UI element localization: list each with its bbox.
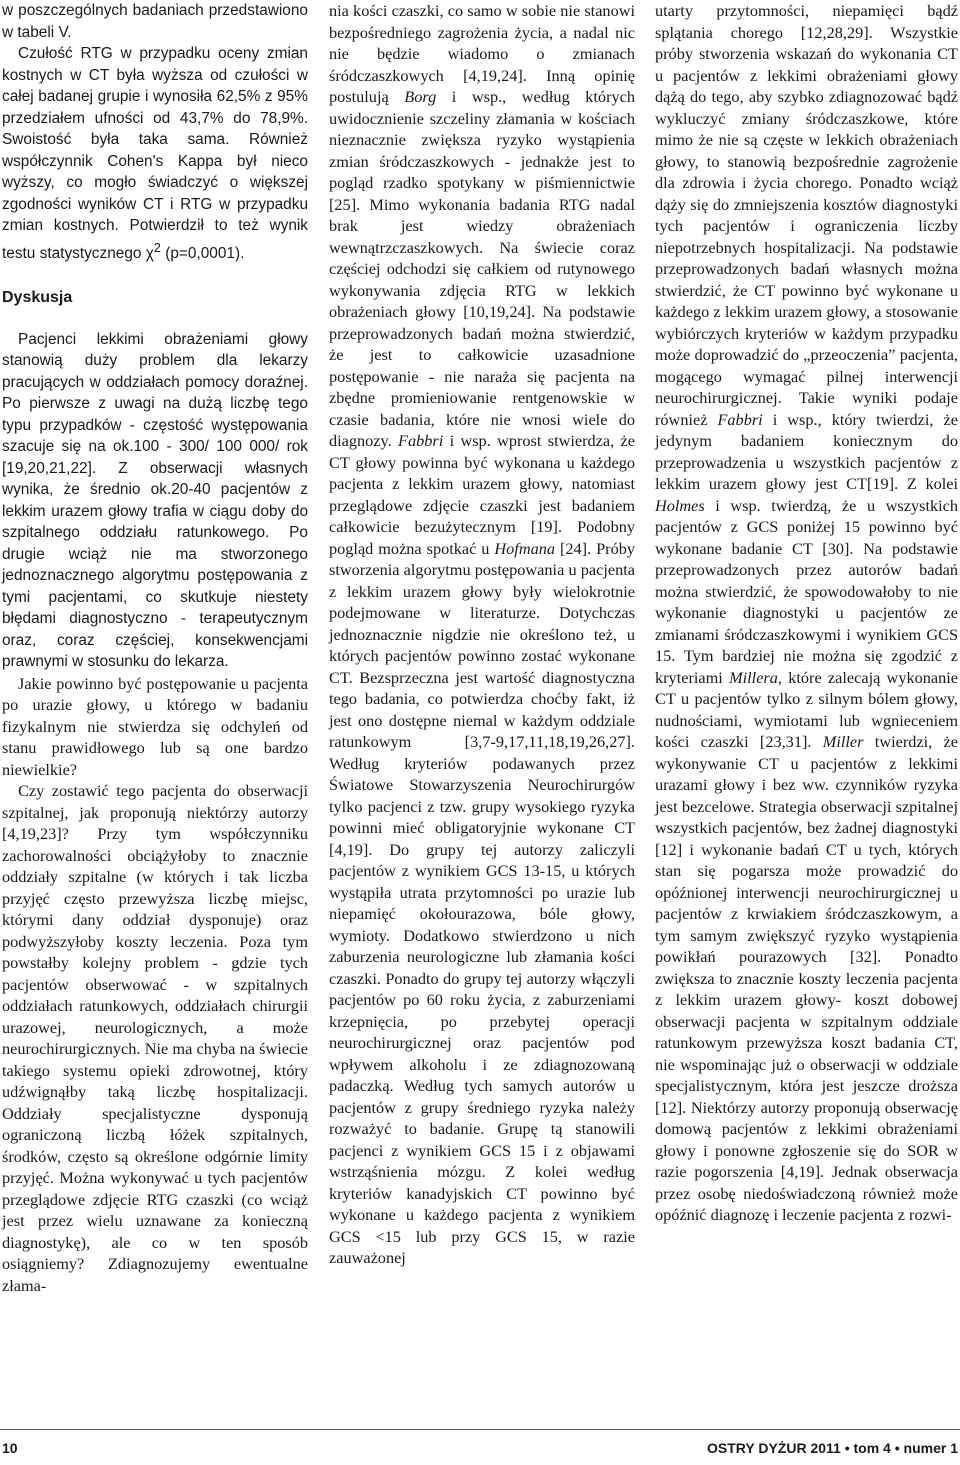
author-name: Borg bbox=[404, 87, 437, 106]
paragraph bbox=[2, 43, 308, 264]
author-name: Miller bbox=[822, 732, 864, 751]
paragraph: Pacjenci lekkimi obrażeniami głowy stanowią duży problem dla lekarzy pracujących w oddziałach pomocy doraźnej. Po pierwsze z uwagi na dużą liczbę tego typu przypadków - częstość występowania szacuje się na ok.100 - 300/ 100 000/ rok [19,20,21,22]. Z obserwacji własnych wynika, że średnio ok.20-40 pacjentów z lekkim urazem głowy trafia w ciągu doby do szpitalnego oddziału ratunkowego. Po drugie wciąż nie ma stworzonego jednoznacznego algorytmu postępowania z tymi pacjentami, co skutkuje niestety błędami diagnostyczno - terapeutycznym oraz, coraz częściej, konsekwencjami prawnymi w stosunku do lekarza. bbox=[2, 330, 308, 671]
footer-divider bbox=[0, 1429, 960, 1430]
author-name: Hofmana bbox=[494, 538, 555, 558]
text-run: [24]. Próby stworzenia algorytmu postępowania u pacjenta z lekkim urazem głowy były wielokrotnie podejmowane w literaturze. Dotychczas jednoznacznie nigdzie nie określono też, u których pacjentów powinno zostać wykonane CT. Bezsprzeczna jest wartość diagnostyczna tego badania, co potwierdza choćby fakt, iż jest ono dostępne niemal w każdym oddziale ratunkowym [3,7-9,17,11,18,19,26,27]. Według kryteriów podawanych przez Światowe Stowarzyszenia Neurochirurgów tylko pacjenci z tzw. grupy wysokiego ryzyka powinni mieć obligatoryjnie wykonane CT [4,19]. Do grupy tej autorzy zaliczyli pacjentów z wynikiem GCS 13-15, u których wystąpiła utrata przytomności po urazie lub niepamięć okołourazowa, bóle głowy, wymioty. Dodatkowo stwierdzono u nich zaburzenia neurologiczne lub złamania kości czaszki. Ponadto do grupy tej autorzy włączyli pacjentów po 60 roku życia, z zaburzeniami krzepnięcia, po przebytej operacji neurochirurgicznej oraz pacjentów pod wpływem alkoholu i ze zdiagnozowaną padaczką. Według tych samych autorów u pacjentów z grupy średniego ryzyka należy rozważyć to badanie. Grupę tą stanowili pacjenci z wynikiem GCS 15 i z objawami wstrząśnienia mózgu. Z kolei według kryteriów kanadyjskich CT powinno być wykonane u każdego pacjenta z wynikiem GCS <15 lub przy GCS 15, w razie zauważonej bbox=[329, 538, 635, 1267]
author-name: Fabbri bbox=[717, 409, 763, 429]
paragraph: Jakie powinno być postępowanie u pacjenta po urazie głowy, u którego w badaniu fizykalnym nie stwierdza się odchyleń od stanu prawidłowego lub są one bardzo niewielkie? bbox=[2, 673, 308, 779]
text-run: i wsp., który twierdzi, że jedynym badaniem koniecznym do przeprowadzenia u wszystkich pacjentów z lekkim urazem głowy jest CT[19]. Z kolei bbox=[655, 409, 958, 493]
paragraph bbox=[655, 0, 958, 1226]
column-3 bbox=[655, 0, 958, 1226]
text-run: , które zalecają wykonanie CT u pacjentów tylko z silnym bólem głowy, nudnościami, wymiotami lub wgnieceniem kości czaszki [23,31]. bbox=[655, 667, 958, 751]
author-name: Fabbri bbox=[398, 431, 444, 450]
text-run: utarty przytomności, niepamięci bądź splątania chorego [12,28,29]. Wszystkie próby stworzenia wskazań do wykonania CT u pacjentów z lekkimi obrażeniami głowy dążą do tego, aby szybko zdiagnozować bądź wykluczyć zmiany śródczaszkowe, które mimo że nie są częste w lekkich obrażeniach głowy, to stanowią bezpośrednie zagrożenie dla zdrowia i życia chorego. Ponadto wciąż dąży się do zmniejszenia kosztów diagnostyki tych pacjentów i ograniczenia liczby niepotrzebnych hospitalizacji. Na podstawie przeprowadzonych badań własnych można stwierdzić, że CT powinno być wykonane u każdego z lekkim urazem głowy, a stosowanie wybiórczych kryteriów w każdym przypadku może doprowadzić do „przeoczenia” pacjenta, mogącego wymagać pilnej interwencji neurochirurgicznej. Takie wyniki podaje również bbox=[655, 1, 958, 429]
text-run: nia kości czaszki, co samo w sobie nie stanowi bezpośredniego zagrożenia życia, a nadal nic nie będzie wiadomo o zmianach śródczaszkowych [4,19,24]. Inną opinię postulują bbox=[329, 1, 635, 106]
author-name: Holmes bbox=[655, 495, 705, 515]
column-1 bbox=[2, 0, 308, 1296]
text-run: i wsp. twierdzą, że u wszystkich pacjentów z GCS poniżej 15 powinno być wykonane badanie CT [30]. Na podstawie przeprowadzonych przez autorów badań można stwierdzić, że spowodowałoby to nie wykonanie diagnostyki u pacjentów ze zmianami śródczaszkowymi i wynikiem GCS 15. Tym bardziej nie można się zgodzić z kryteriami bbox=[655, 495, 958, 687]
column-2 bbox=[329, 0, 635, 1269]
superscript: 2 bbox=[153, 239, 161, 255]
paragraph: Czy zostawić tego pacjenta do obserwacji szpitalnej, jak proponują niektórzy autorzy [4,19,23]? Przy tym współczynniku zachorowalności obciążyłoby to znacznie oddziały szpitalne (w których i tak liczba przyjęć często przewyższa liczbę miejsc, którymi dany oddział dysponuje) oraz podwyższyłoby koszty leczenia. Poza tym powstałby kolejny problem - gdzie tych pacjentów obserwować - w szpitalnych oddziałach ratunkowych, oddziałach chirurgii urazowej, neurologicznych, a może neurochirurgicznych. Nie ma chyba na świecie takiego systemu opieki zdrowotnej, który udźwignąłby taką liczbę hospitalizacji. Oddziały specjalistyczne dysponują ograniczoną liczbą łóżek szpitalnych, środków, często są określone odgórnie limity przyjęć. Można wykonywać u tych pacjentów przeglądowe zdjęcie RTG czaszki (co wciąż jest przez wielu uznawane za konieczną diagnostykę), ale co w ten sposób osiągniemy? Zdiagnozujemy ewentualne złama- bbox=[2, 781, 308, 1295]
paragraph bbox=[329, 0, 635, 1269]
page-number: 10 bbox=[2, 1440, 18, 1456]
text-run: i wsp. wprost stwierdza, że CT głowy powinna być wykonana u każdego pacjenta z lekkim urazem głowy, natomiast przeglądowe zdjęcie czaszki jest badaniem całkowicie bezużytecznym [19]. Podobny pogląd można spotkać u bbox=[329, 431, 635, 558]
text-run: Czułość RTG w przypadku oceny zmian kostnych w CT była wyższa od czułości w całej badanej grupie i wynosiła 62,5% z 95% przedziałem ufności od 43,7% do 78,9%. Swoistość była taka sama. Również współczynnik Cohen's Kappa był nieco wyższy, co mogło świadczyć o większej zgodności wyników CT i RTG w przypadku zmian kostnych. Potwierdził to też wynik testu statystycznego χ bbox=[2, 45, 308, 262]
text-run: i wsp., według których uwidocznienie szczeliny złamania w kościach nieznacznie zwiększa ryzyko wystąpienia zmian śródczaszkowych - jednakże jest to pogląd rzadko spotykany w piśmiennictwie [25]. Mimo wykonania badania RTG nadal brak jest wiedzy obrażeniach wewnątrzczaszkowych. Na świecie coraz częściej odchodzi się całkiem od rutynowego wykonywania zdjęcia RTG w lekkich obrażeniach głowy [10,19,24]. Na podstawie przeprowadzonych badań można stwierdzić, że jest to całkowicie uzasadnione postępowanie - nie naraża się pacjenta na zbędne promieniowanie rentgenowskie w czasie badania, które nie wnosi wiele do diagnozy. bbox=[329, 87, 635, 450]
paragraph: w poszczególnych badaniach przedstawiono w tabeli V. bbox=[2, 2, 308, 41]
section-heading: Dyskusja bbox=[2, 289, 73, 307]
author-name: Millera bbox=[729, 667, 778, 687]
text-run: twierdzi, że wykonywanie CT u pacjentów z lekkimi urazami głowy i bez ww. czynników ryzyka jest bezcelowe. Strategia obserwacji szpitalnej wszystkich pacjentów, bez żadnej diagnostyki [12] i wykonanie badań CT u tych, których stan się pogarsza może prowadzić do opóźnionej interwencji neurochirurgicznej u pacjentów z krwiakiem śródczaszkowym, a tym samym zwiększyć ryzyko wystąpienia powikłań pourazowych [32]. Ponadto zwiększa to znacznie koszty leczenia pacjenta z lekkim urazem głowy- koszt dobowej obserwacji pacjenta w szpitalnym oddziale ratunkowym przewyższa koszt badania CT, nie wspominając już o obserwacji w oddziale specjalistycznym, która jest jeszcze droższa [12]. Niektórzy autorzy proponują obserwację domową pacjentów z lekkimi obrażeniami głowy i ponowne zgłoszenie się do SOR w razie pogorszenia [4,19]. Jednak obserwacja przez osobę niedoświadczoną również może opóźnić diagnozę i leczenie pacjenta z rozwi- bbox=[655, 732, 958, 1224]
journal-footer: OSTRY DYŻUR 2011 • tom 4 • numer 1 bbox=[707, 1440, 958, 1456]
text-run: (p=0,0001). bbox=[160, 244, 245, 262]
